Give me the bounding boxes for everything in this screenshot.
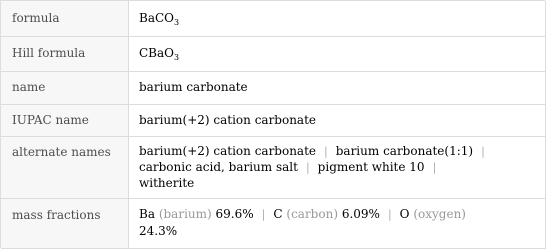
alternate-name: carbonic acid, barium salt (139, 160, 298, 174)
value-cell (129, 199, 546, 248)
mass-value: 24.3% (139, 224, 178, 238)
value-cell (129, 105, 546, 136)
label-alternate-names: alternate names (12, 145, 111, 159)
row-name (1, 72, 546, 105)
hill-subscript: 3 (174, 53, 180, 62)
row-mass-fractions (1, 199, 546, 249)
label-formula: formula (12, 11, 60, 25)
separator: | (387, 208, 392, 221)
label-cell (1, 72, 129, 104)
mass-line-2 (139, 223, 177, 239)
alternate-line-2 (139, 159, 444, 176)
mass-value: 69.6% (215, 207, 254, 221)
element-name: (carbon) (286, 207, 338, 221)
separator: | (305, 161, 310, 174)
formula-prefix: BaCO (139, 11, 174, 25)
label-mass-fractions: mass fractions (12, 208, 101, 222)
element-symbol: C (273, 207, 283, 221)
hill-prefix: CBaO (139, 46, 174, 60)
formula-subscript: 3 (174, 18, 180, 27)
value-cell (129, 1, 546, 36)
value-cell (129, 72, 546, 104)
alternate-name: barium(+2) cation carbonate (139, 144, 317, 158)
mass-value: 6.09% (341, 207, 380, 221)
row-iupac-name (1, 105, 546, 137)
name-value: barium carbonate (139, 80, 248, 94)
label-cell (1, 137, 129, 198)
label-iupac-name: IUPAC name (12, 113, 89, 127)
separator: | (481, 145, 485, 158)
alternate-name: barium carbonate(1:1) (335, 144, 474, 158)
separator: | (261, 208, 266, 221)
mass-line-1 (139, 206, 466, 223)
value-cell (129, 137, 546, 198)
label-cell (1, 199, 129, 248)
label-name: name (12, 80, 46, 94)
separator: | (432, 161, 437, 174)
row-hill-formula (1, 37, 546, 72)
iupac-value: barium(+2) cation carbonate (139, 113, 317, 127)
label-cell (1, 37, 129, 71)
value-cell (129, 37, 546, 71)
hill-formula-value (139, 45, 179, 61)
element-name: (barium) (158, 207, 212, 221)
alternate-name: pigment white 10 (317, 160, 425, 174)
label-hill-formula: Hill formula (12, 46, 86, 60)
alternate-line-3 (139, 175, 194, 191)
formula-value (139, 10, 179, 26)
alternate-line-1 (139, 143, 493, 160)
label-cell (1, 105, 129, 136)
alternate-name: witherite (139, 176, 195, 190)
element-symbol: O (399, 207, 410, 221)
row-alternate-names (1, 137, 546, 199)
element-name: (oxygen) (413, 207, 466, 221)
row-formula (1, 1, 546, 37)
element-symbol: Ba (139, 207, 155, 221)
label-cell (1, 1, 129, 36)
separator: | (324, 145, 328, 158)
